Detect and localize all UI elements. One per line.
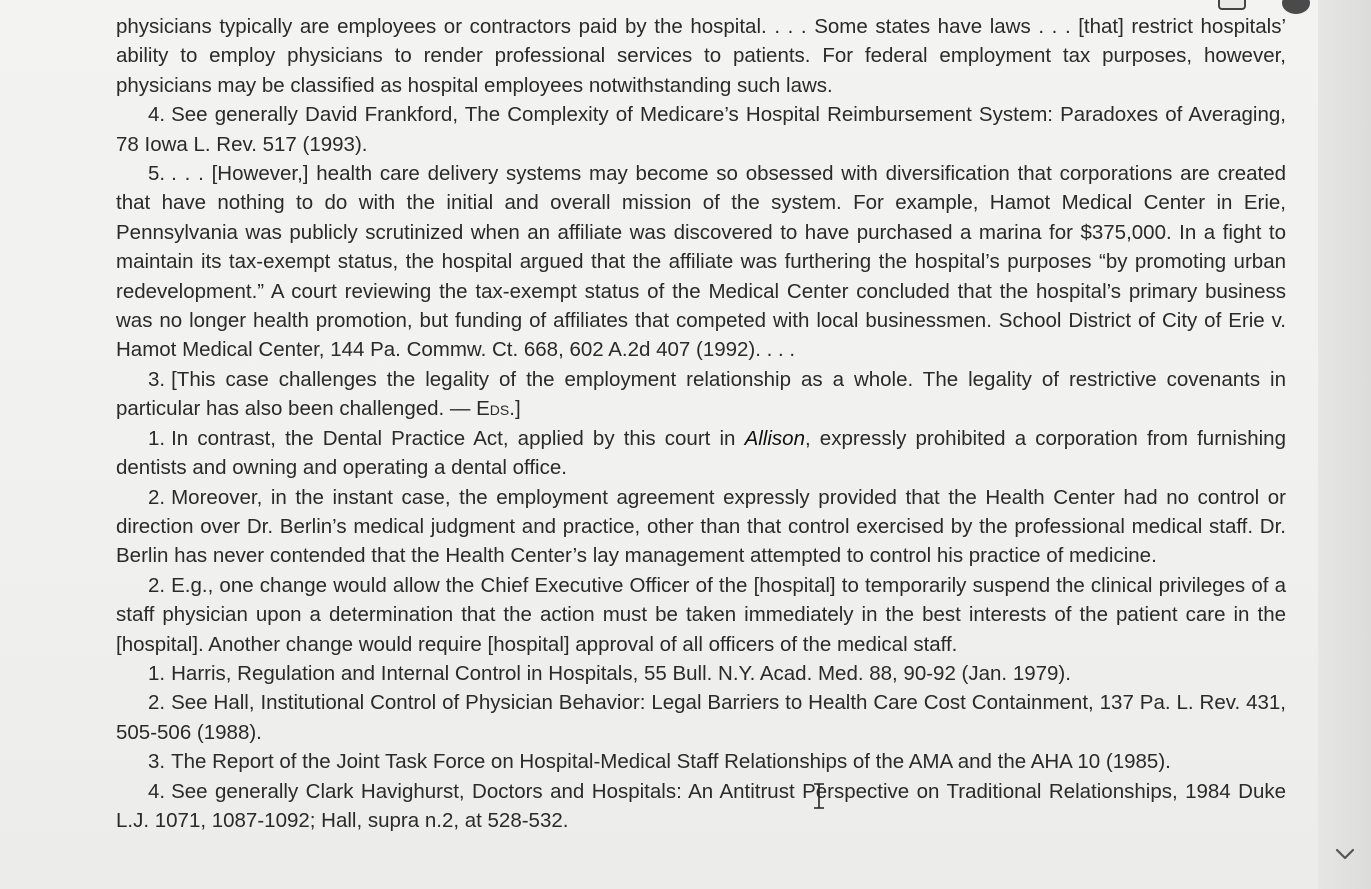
footnote-text: E.g., one change would allow the Chief Executive Officer of the [hospital] to temporarily suspend the clinical privileges of a staff physician upon a determination that the action must be taken immediately in the best interests of the patient care in the [hospital]. Another change would require [hospital] approval of all officers of the medical staff. xyxy=(116,573,1286,656)
footnote-number: 1. xyxy=(148,661,166,685)
footnote-4-havighurst xyxy=(116,777,1286,836)
footnote-text: See generally Clark Havighurst, Doctors and Hospitals: An Antitrust Perspective on Traditional Relationships, 1984 Duke L.J. 1071, 1087-1092; Hall, supra n.2, at 528-532. xyxy=(116,779,1286,832)
footnote-text: The Report of the Joint Task Force on Hospital-Medical Staff Relationships of the AMA and the AHA 10 (1985). xyxy=(171,750,1171,774)
footnote-number: 4. xyxy=(148,103,166,127)
footnote-text: physicians typically are employees or contractors paid by the hospital. . . . Some states have laws . . . [that] restrict hospitals’ ability to employ physicians to render professional services to patients. For federal employment tax purposes, however, physicians may be classified as hospital employees notwithstanding such laws. xyxy=(116,15,1286,97)
footnote-text: [This case challenges the legality of the employment relationship as a whole. The legality of restrictive covenants in particular has also been challenged. — xyxy=(116,367,1286,421)
footnote-number: 5. xyxy=(148,162,166,186)
footnote-2-eg xyxy=(116,571,1286,659)
chevron-down-icon[interactable] xyxy=(1334,846,1356,862)
footnote-2-berlin xyxy=(116,483,1286,571)
toolbar-button[interactable] xyxy=(1218,0,1246,10)
footnote-text: Moreover, in the instant case, the employment agreement expressly provided that the Health Center had no control or direction over Dr. Berlin’s medical judgment and practice, other than that control exercised by the professional medical staff. Dr. Berlin has never contended that the Health Center’s lay management attempted to control his practice of medicine. xyxy=(116,485,1286,568)
footnote-1-harris xyxy=(116,659,1286,688)
footnote-text: See Hall, Institutional Control of Physician Behavior: Legal Barriers to Health Care Cost Containment, 137 Pa. L. Rev. 431, 505-506 (1988). xyxy=(116,691,1286,744)
scrollbar-track[interactable] xyxy=(1318,0,1371,889)
footnote-number: 2. xyxy=(148,691,166,715)
footnote-number: 3. xyxy=(148,367,166,391)
footnote-text: In contrast, the Dental Practice Act, applied by this court in xyxy=(171,426,745,450)
footnote-4 xyxy=(116,100,1286,159)
footnote-number: 1. xyxy=(148,426,166,450)
editors-abbrev: Eds. xyxy=(476,397,515,421)
footnote-number: 3. xyxy=(148,750,166,774)
footnote-continuation xyxy=(116,12,1286,100)
footnote-number: 2. xyxy=(148,485,166,509)
footnote-2-hall xyxy=(116,688,1286,747)
footnote-number: 2. xyxy=(148,573,166,597)
text-cursor-icon xyxy=(812,783,826,809)
avatar[interactable] xyxy=(1282,0,1310,14)
footnote-text: Harris, Regulation and Internal Control in Hospitals, 55 Bull. N.Y. Acad. Med. 88, 90-92 (Jan. 1979). xyxy=(171,661,1071,685)
footnote-5 xyxy=(116,159,1286,365)
footnote-3-report xyxy=(116,747,1286,776)
footnote-number: 4. xyxy=(148,779,166,803)
footnote-text-end: ] xyxy=(514,397,521,421)
footnote-text: . . . [However,] health care delivery systems may become so obsessed with diversification that corporations are created that have nothing to do with the initial and overall mission of the system. For example, Hamot Medical Center in Erie, Pennsylvania was publicly scrutinized when an affiliate was discovered to have purchased a marina for $375,000. In a fight to maintain its tax-exempt status, the hospital argued that the affiliate was furthering the hospital’s purposes “by promoting urban redevelopment.” A court reviewing the tax-exempt status of the Medical Center concluded that the hospital’s primary business was no longer health promotion, but funding of affiliates that competed with local businessmen. School District of City of Erie v. Hamot Medical Center, 144 Pa. Commw. Ct. 668, 602 A.2d 407 (1992). . . . xyxy=(116,162,1286,362)
case-name-italic: Allison xyxy=(744,426,805,450)
footnote-text-end: , expressly prohibited a corporation from furnishing dentists and owning and operating a dental office. xyxy=(116,426,1286,480)
footnote-1-dental xyxy=(116,424,1286,483)
footnotes-list xyxy=(116,12,1286,835)
footnote-text: See generally David Frankford, The Complexity of Medicare’s Hospital Reimbursement System: Paradoxes of Averaging, 78 Iowa L. Rev. 517 (1993). xyxy=(116,103,1286,156)
footnote-3-editors xyxy=(116,365,1286,424)
